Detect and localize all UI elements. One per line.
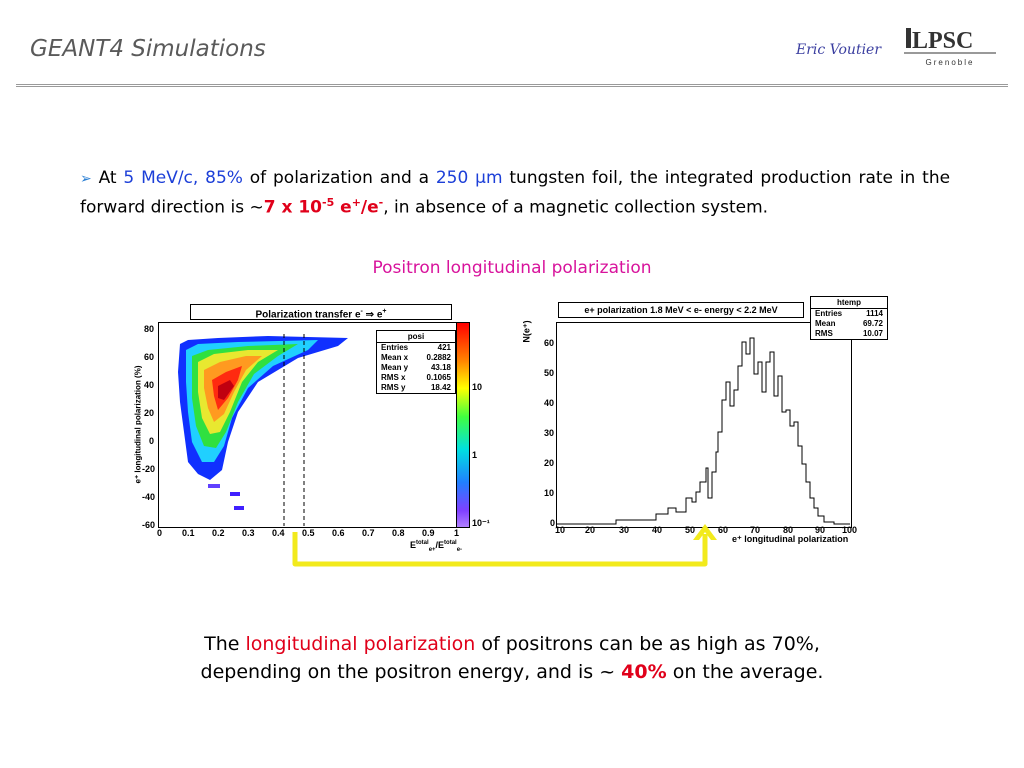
y-tick: -20 xyxy=(142,464,156,474)
x-tick: 0.2 xyxy=(212,528,225,538)
intro-paragraph xyxy=(80,166,950,220)
intro-rate-sup2: - xyxy=(378,196,384,209)
conclusion-line-1 xyxy=(0,630,1024,658)
left-plot-colorbar xyxy=(456,322,470,528)
conclusion xyxy=(0,630,1024,686)
z-tick: 1 xyxy=(472,450,478,460)
stats-name: posi xyxy=(377,331,455,343)
left-plot-ylabel: e⁺ longitudinal polarization (%) xyxy=(133,365,143,484)
lpsc-logo xyxy=(900,24,1000,70)
section-heading: Positron longitudinal polarization xyxy=(372,258,652,278)
x-tick: 80 xyxy=(783,525,794,535)
x-tick: 100 xyxy=(842,525,858,535)
x-tick: 50 xyxy=(685,525,696,535)
x-tick: 0.3 xyxy=(242,528,255,538)
x-tick: 0.1 xyxy=(182,528,195,538)
x-tick: 60 xyxy=(718,525,729,535)
left-plot xyxy=(128,300,508,552)
y-tick: 40 xyxy=(544,398,555,408)
conclusion-text: of positrons can be as high as 70%, xyxy=(481,633,820,655)
y-tick: -60 xyxy=(142,520,156,530)
intro-rate-exp: -5 xyxy=(322,196,335,209)
intro-rate-e: e xyxy=(334,197,352,218)
intro-rate-e2: /e xyxy=(360,197,379,218)
y-tick: 60 xyxy=(144,352,155,362)
x-tick: 70 xyxy=(750,525,761,535)
conclusion-text: on the average. xyxy=(672,661,824,683)
stats-name: htemp xyxy=(811,297,887,309)
conclusion-line-2 xyxy=(0,658,1024,686)
slide-title: GEANT4 Simulations xyxy=(30,36,266,62)
right-plot-ylabel: N(e⁺) xyxy=(521,320,532,343)
y-tick: 40 xyxy=(144,380,155,390)
y-tick: 20 xyxy=(144,408,155,418)
x-tick: 0.6 xyxy=(332,528,345,538)
x-tick: 0.8 xyxy=(392,528,405,538)
conclusion-highlight: longitudinal polarization xyxy=(245,633,476,655)
intro-momentum: 5 MeV/c, 85% xyxy=(123,168,243,188)
right-plot xyxy=(522,296,892,552)
intro-at: At xyxy=(98,168,117,188)
x-tick: 20 xyxy=(585,525,596,535)
y-tick: 20 xyxy=(544,458,555,468)
x-tick: 0.4 xyxy=(272,528,285,538)
conclusion-text: depending on the positron energy, and is ~ xyxy=(200,661,616,683)
conclusion-text: The xyxy=(204,633,240,655)
arrow-bullet-icon: ➢ xyxy=(80,171,92,187)
z-tick: 10⁻¹ xyxy=(472,518,490,528)
left-plot-title: Polarization transfer e- ⇒ e+ xyxy=(190,304,452,320)
y-tick: 10 xyxy=(544,488,555,498)
x-tick: 90 xyxy=(815,525,826,535)
right-plot-stats: htemp Entries 1114 Mean 69.72 RMS 10.07 xyxy=(810,296,888,340)
logo-text: LPSC xyxy=(912,28,974,54)
intro-mid2: tungsten foil, the integrated production rate in the forward direction is ~ xyxy=(80,168,951,218)
connector-arrow-icon xyxy=(285,522,725,572)
y-tick: 30 xyxy=(544,428,555,438)
x-tick: 40 xyxy=(652,525,663,535)
x-tick: 0 xyxy=(157,528,163,538)
header-rule xyxy=(16,84,1008,87)
x-tick: 10 xyxy=(555,525,566,535)
intro-mid1: of polarization and a xyxy=(249,168,430,188)
y-tick: 50 xyxy=(544,368,555,378)
y-tick: -40 xyxy=(142,492,156,502)
logo-subtext: Grenoble xyxy=(925,58,975,67)
intro-tail: , in absence of a magnetic collection system. xyxy=(383,197,769,218)
x-tick: 0.7 xyxy=(362,528,375,538)
conclusion-highlight: 40% xyxy=(621,661,667,683)
x-tick: 30 xyxy=(619,525,630,535)
z-tick: 10 xyxy=(472,382,483,392)
author-name: Eric Voutier xyxy=(796,42,882,58)
intro-thickness: 250 μm xyxy=(435,168,503,188)
right-plot-title: e+ polarization 1.8 MeV < e- energy < 2.2 MeV xyxy=(558,302,804,318)
right-plot-histogram xyxy=(556,322,850,526)
y-tick: 0 xyxy=(149,436,155,446)
y-tick: 60 xyxy=(544,338,555,348)
left-plot-stats: posi Entries 421 Mean x 0.2882 Mean y 43.18 RMS x 0.1065 RMS y 18.42 xyxy=(376,330,456,394)
right-plot-xlabel: e⁺ longitudinal polarization xyxy=(732,534,849,544)
intro-rate-sup1: + xyxy=(351,196,361,209)
x-tick: 1 xyxy=(454,528,460,538)
intro-rate: 7 x 10 xyxy=(263,197,323,218)
left-plot-xlabel: $E^{total}_{e+}/E^{total}_{e-}$ xyxy=(410,540,463,553)
x-tick: 0.5 xyxy=(302,528,315,538)
y-tick: 0 xyxy=(550,518,556,528)
y-tick: 80 xyxy=(144,324,155,334)
x-tick: 0.9 xyxy=(422,528,435,538)
